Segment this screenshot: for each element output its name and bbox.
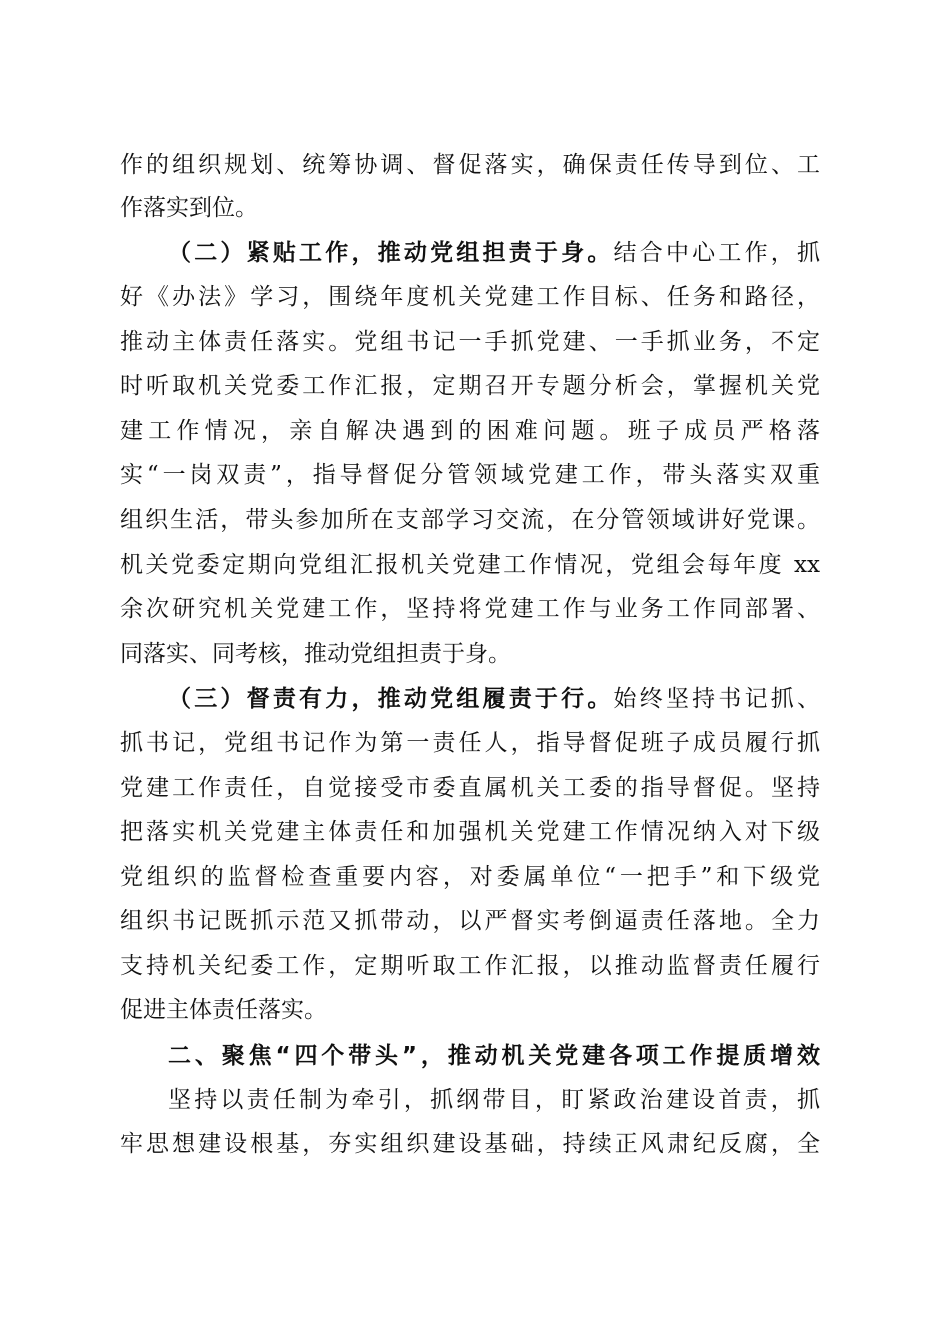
paragraph-line: 作落实到位。: [120, 195, 258, 221]
paragraph-line: 党组织的监督检查重要内容，对委属单位“一把手”和下级党: [120, 864, 820, 890]
paragraph-line: 坚持以责任制为牵引，抓纲带目，盯紧政治建设首责，抓: [168, 1087, 820, 1113]
subsection-heading: （三）督责有力，推动党组履责于行。: [168, 686, 614, 712]
paragraph-text: 始终坚持书记抓、: [613, 686, 821, 712]
paragraph-line: 组织书记既抓示范又抓带动，以严督实考倒逼责任落地。全力: [120, 908, 820, 934]
paragraph-line: 机关党委定期向党组汇报机关党建工作情况，党组会每年度 xx: [120, 552, 820, 578]
paragraph-line: 牢思想建设根基，夯实组织建设基础，持续正风肃纪反腐，全: [120, 1131, 820, 1157]
paragraph-line: 好《办法》学习，围绕年度机关党建工作目标、任务和路径，: [120, 284, 820, 310]
paragraph-line: 支持机关纪委工作，定期听取工作汇报，以推动监督责任履行: [120, 953, 820, 979]
paragraph-line: 把落实机关党建主体责任和加强机关党建工作情况纳入对下级: [120, 819, 820, 845]
section-heading: 二、聚焦“四个带头”，推动机关党建各项工作提质增效: [168, 1043, 820, 1069]
paragraph-line: 抓书记，党组书记作为第一责任人，指导督促班子成员履行抓: [120, 730, 820, 756]
paragraph-line: 党建工作责任，自觉接受市委直属机关工委的指导督促。坚持: [120, 775, 820, 801]
paragraph-line: 时听取机关党委工作汇报，定期召开专题分析会，掌握机关党: [120, 373, 820, 399]
paragraph-line: 建工作情况，亲自解决遇到的困难问题。班子成员严格落: [120, 418, 820, 444]
section-paragraph-line: [168, 679, 820, 719]
paragraph-line: 余次研究机关党建工作，坚持将党建工作与业务工作同部署、: [120, 596, 820, 622]
subsection-heading: （二）紧贴工作，推动党组担责于身。: [168, 240, 614, 266]
paragraph-line: 促进主体责任落实。: [120, 997, 327, 1023]
paragraph-line: 同落实、同考核，推动党组担责于身。: [120, 641, 511, 667]
section-paragraph-line: [168, 233, 820, 273]
paragraph-line: 推动主体责任落实。党组书记一手抓党建、一手抓业务，不定: [120, 329, 820, 355]
paragraph-line: 组织生活，带头参加所在支部学习交流，在分管领域讲好党课。: [120, 507, 820, 533]
paragraph-line: 作的组织规划、统筹协调、督促落实，确保责任传导到位、工: [120, 152, 820, 178]
paragraph-text: 结合中心工作，抓: [613, 240, 821, 266]
paragraph-line: 实“一岗双责”，指导督促分管领域党建工作，带头落实双重: [120, 462, 820, 488]
